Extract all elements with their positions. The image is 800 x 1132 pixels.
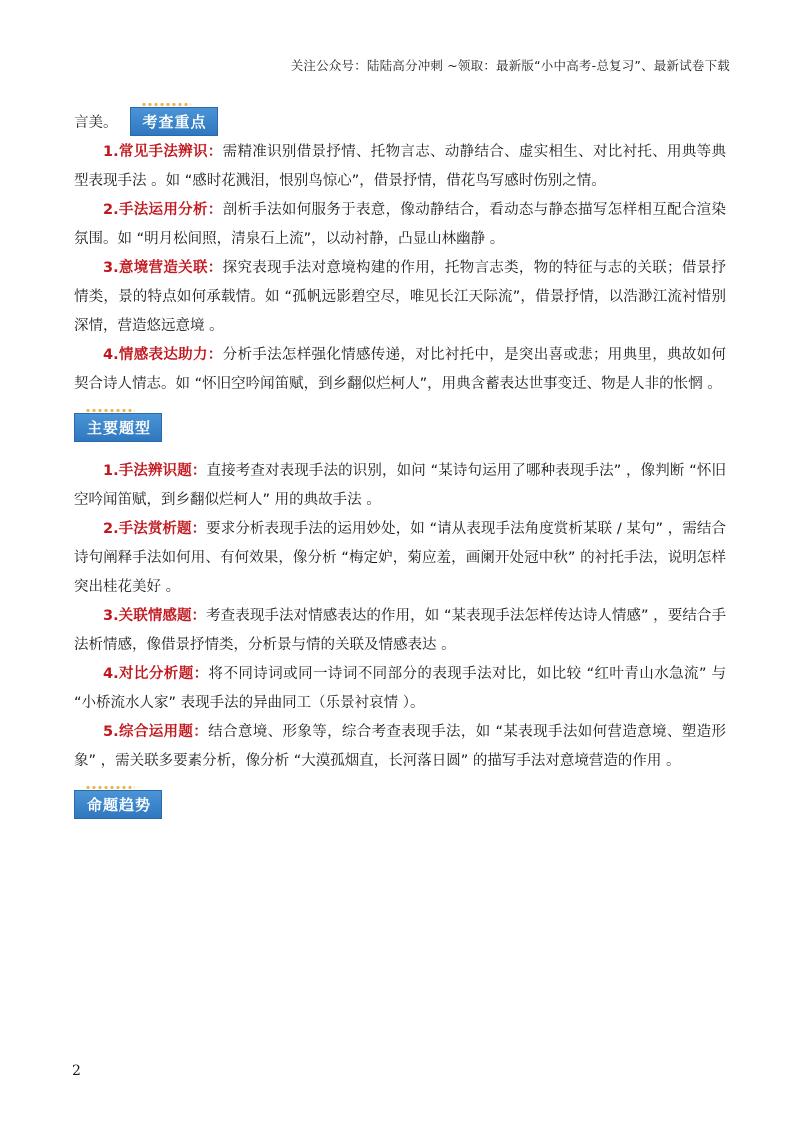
list-item [74,660,726,718]
page-number: 2 [72,1063,81,1079]
list-item [74,457,726,515]
item-label: 1.常见手法辨识： [103,144,223,160]
item-label: 4.对比分析题： [103,666,209,682]
item-text: 将不同诗词或同一诗词不同部分的表现手法对比，如比较 “红叶青山水急流” 与 “小桥流水人家” 表现手法的异曲同工（乐景衬哀情 ）。 [74,666,726,711]
document-body [74,104,726,834]
item-text: 探究表现手法对意境构建的作用，托物言志类，物的特征与志的关联；借景抒情类，景的特点如何承载情。如 “孤帆远影碧空尽，唯见长江天际流”，借景抒情，以浩渺江流衬惜别深情，营造悠远意境 。 [74,260,726,334]
section-focus-items [74,138,726,399]
section-header-question-types [74,413,726,457]
section-header-trends [74,790,726,834]
item-text: 结合意境、形象等，综合考查表现手法，如 “某表现手法如何营造意境、塑造形象” ，需关联多要素分析，像分析 “大漠孤烟直，长河落日圆” 的描写手法对意境营造的作用 。 [74,724,726,769]
item-text: 要求分析表现手法的运用妙处，如 “请从表现手法角度赏析某联 / 某句” ，需结合诗句阐释手法如何用、有何效果，像分析 “梅定妒，菊应羞，画阑开处冠中秋” 的衬托手法，说明怎样突出桂花美好 。 [74,521,726,595]
page-header: 关注公众号：陆陆高分冲刺 ~领取：最新版“小中高考-总复习”、最新试卷下载 [290,58,730,73]
intro-line [74,104,726,138]
list-item [74,196,726,254]
item-text: 剖析手法如何服务于表意，像动静结合，看动态与静态描写怎样相互配合渲染氛围。如 “明月松间照，清泉石上流”，以动衬静，凸显山林幽静 。 [74,202,726,247]
item-label: 1.手法辨识题： [103,463,207,479]
section-title-question-types: 主要题型 [74,413,162,442]
section-title-focus: 考查重点 [130,107,218,136]
list-item [74,515,726,602]
list-item [74,138,726,196]
item-text: 需精准识别借景抒情、托物言志、动静结合、虚实相生、对比衬托、用典等典型表现手法 。如 “感时花溅泪，恨别鸟惊心”，借景抒情，借花鸟写感时伤别之情。 [74,144,726,189]
item-label: 3.意境营造关联： [103,260,223,276]
list-item [74,718,726,776]
item-label: 4.情感表达助力： [103,347,223,363]
section-question-types-items [74,457,726,776]
intro-fragment: 言美。 [74,115,118,131]
item-label: 2.手法赏析题： [103,521,207,537]
list-item [74,254,726,341]
item-label: 2.手法运用分析： [103,202,223,218]
item-text: 直接考查对表现手法的识别，如问 “某诗句运用了哪种表现手法” ，像判断 “怀旧空吟闻笛赋，到乡翻似烂柯人” 用的典故手法 。 [74,463,726,508]
section-title-trends: 命题趋势 [74,790,162,819]
list-item [74,341,726,399]
item-label: 3.关联情感题： [103,608,207,624]
item-text: 分析手法怎样强化情感传递，对比衬托中，是突出喜或悲；用典里，典故如何契合诗人情志。如 “怀旧空吟闻笛赋，到乡翻似烂柯人”，用典含蓄表达世事变迁、物是人非的怅惘 。 [74,347,726,392]
item-label: 5.综合运用题： [103,724,209,740]
list-item [74,602,726,660]
item-text: 考查表现手法对情感表达的作用，如 “某表现手法怎样传达诗人情感” ，要结合手法析情感，像借景抒情类，分析景与情的关联及情感表达 。 [74,608,726,653]
